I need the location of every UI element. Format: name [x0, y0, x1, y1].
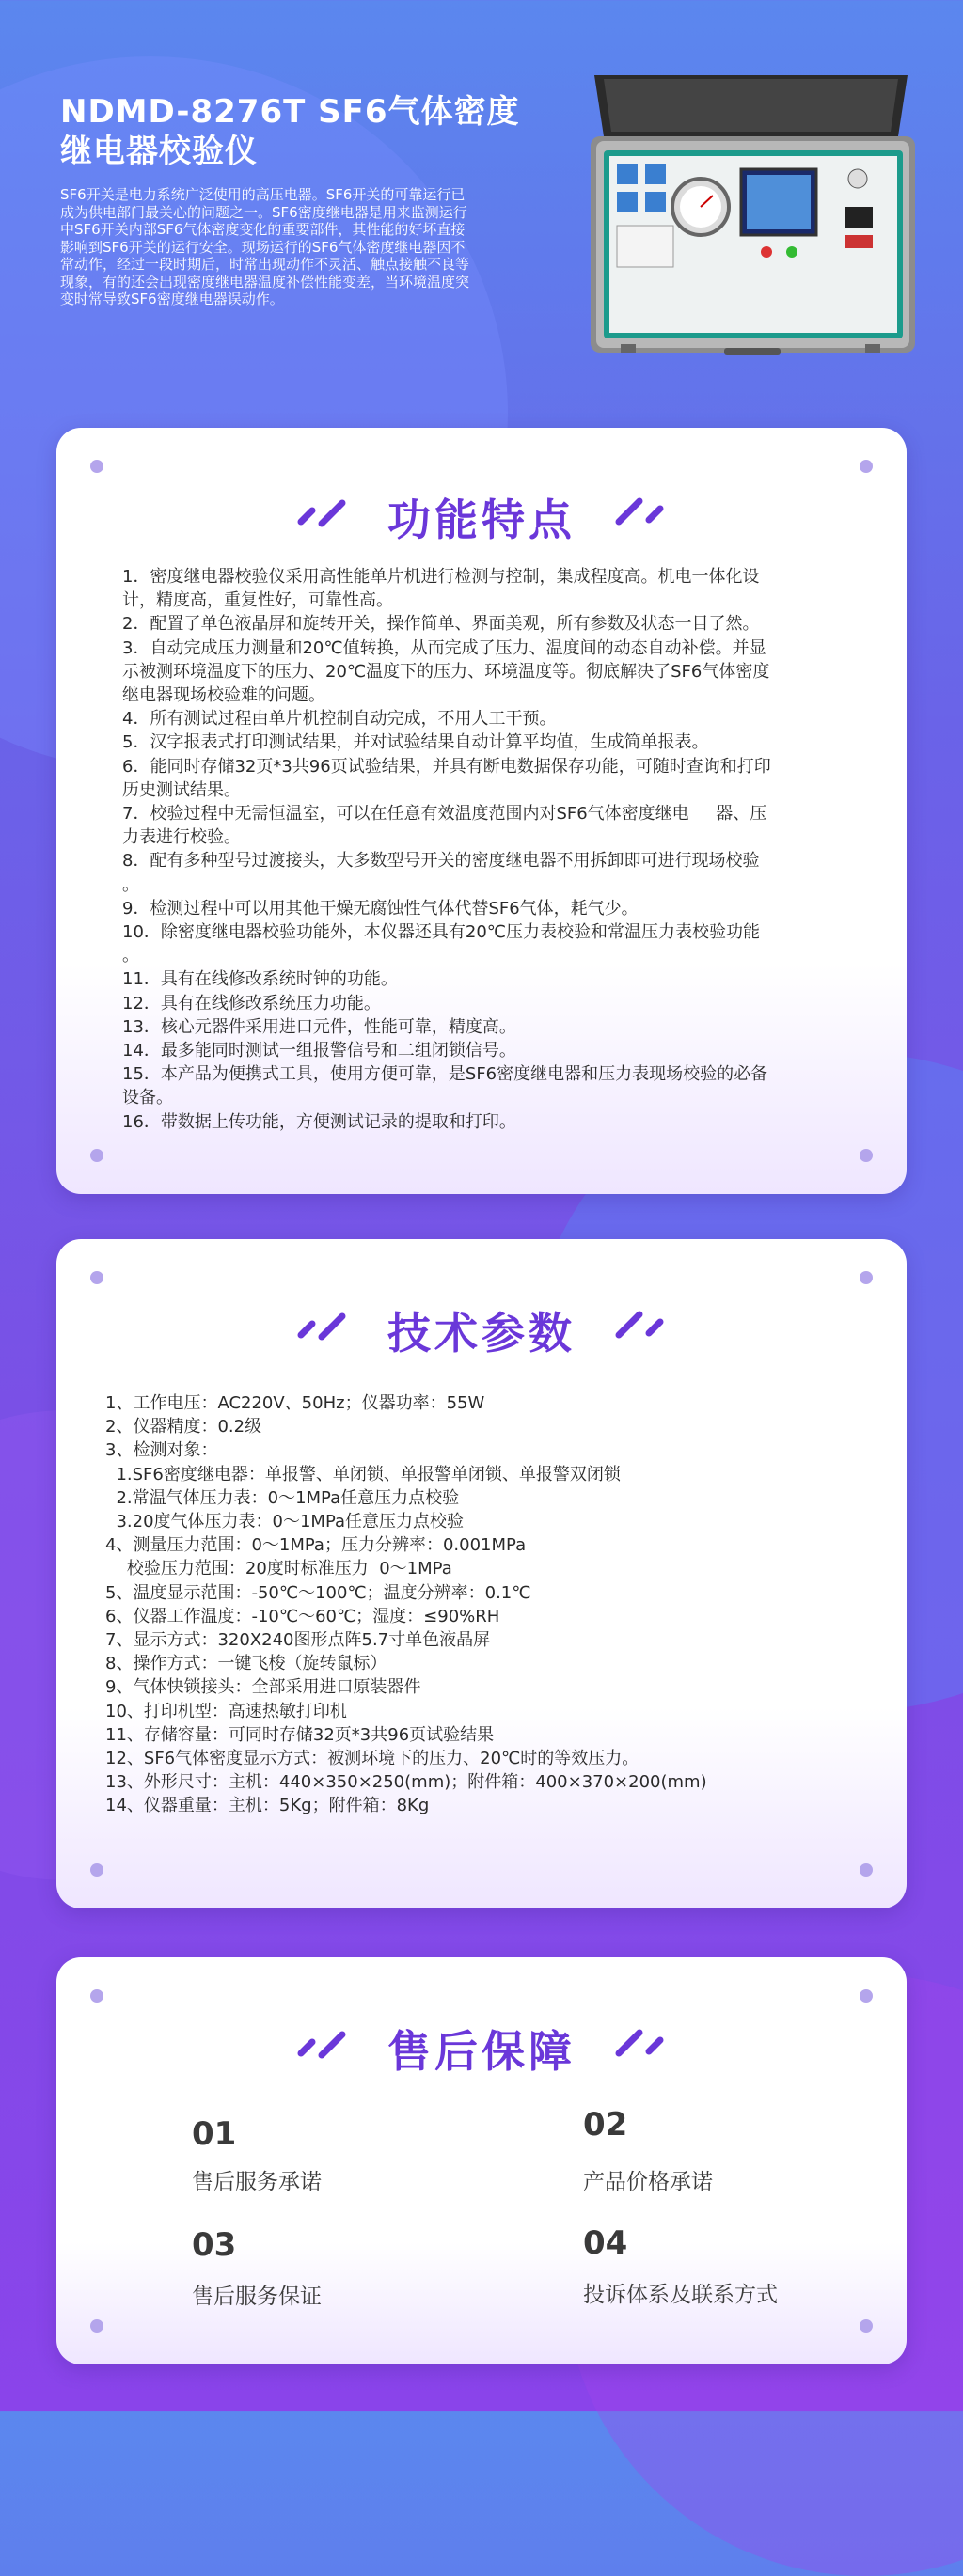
corner-dot — [860, 1149, 873, 1162]
feature-line: 6．能同时存储32页*3共96页试验结果，并具有断电数据保存功能，可随时查询和打印 — [122, 756, 771, 777]
param-line: 4、测量压力范围：0～1MPa；压力分辨率：0.001MPa — [105, 1535, 527, 1556]
product-title-line2: 继电器校验仪 — [60, 133, 258, 170]
param-line: 2.常温气体压力表：0～1MPa任意压力点校验 — [105, 1487, 460, 1508]
slash-decoration-icon — [611, 1307, 677, 1344]
param-line: 8、操作方式：一键飞梭（旋转鼠标） — [105, 1654, 387, 1674]
product-title — [60, 92, 549, 171]
feature-line: 设备。 — [122, 1088, 173, 1108]
param-line: 1.SF6密度继电器：单报警、单闭锁、单报警单闭锁、单报警双闭锁 — [105, 1464, 621, 1484]
feature-line: 8．配有多种型号过渡接头，大多数型号开关的密度继电器不用拆卸即可进行现场校验 — [122, 851, 760, 872]
feature-line: 9．检测过程中可以用其他干燥无腐蚀性气体代替SF6气体，耗气少。 — [122, 898, 639, 919]
feature-line: 2．配置了单色液晶屏和旋转开关，操作简单、界面美观，所有参数及状态一目了然。 — [122, 614, 760, 635]
param-line: 5、温度显示范围：-50℃～100℃；温度分辨率：0.1℃ — [105, 1582, 531, 1603]
param-line: 9、气体快锁接头：全部采用进口原装器件 — [105, 1677, 421, 1698]
product-description — [60, 186, 549, 308]
feature-line: 14．最多能同时测试一组报警信号和二组闭锁信号。 — [122, 1041, 516, 1061]
corner-dot — [90, 1149, 103, 1162]
feature-line: 3．自动完成压力测量和20℃值转换，从而完成了压力、温度间的动态自动补偿。并显 — [122, 637, 766, 658]
feature-line: 7．校验过程中无需恒温室，可以在任意有效温度范围内对SF6气体密度继电 器、压 — [122, 804, 767, 825]
params-card — [56, 1239, 907, 1908]
slash-decoration-icon — [611, 494, 677, 531]
corner-dot — [90, 1863, 103, 1877]
feature-line: 历史测试结果。 — [122, 779, 241, 800]
feature-line: 。 — [122, 874, 139, 895]
service-item-label: 产品价格承诺 — [583, 2170, 713, 2194]
corner-dot — [90, 1989, 103, 2003]
device-image — [583, 66, 922, 376]
param-line: 3、检测对象： — [105, 1440, 218, 1461]
service-item-number: 01 — [192, 2115, 237, 2153]
feature-line: 10．除密度继电器校验功能外，本仪器还具有20℃压力表校验和常温压力表校验功能 — [122, 922, 761, 943]
feature-line: 。 — [122, 946, 139, 966]
service-item-label: 投诉体系及联系方式 — [583, 2283, 778, 2307]
param-line: 7、显示方式：320X240图形点阵5.7寸单色液晶屏 — [105, 1630, 491, 1651]
param-line: 12、SF6气体密度显示方式：被测环境下的压力、20℃时的等效压力。 — [105, 1749, 639, 1769]
param-line: 13、外形尺寸：主机：440×350×250(mm)；附件箱：400×370×200(mm) — [105, 1772, 707, 1793]
description-line: 成为供电部门最关心的问题之一。SF6密度继电器是用来监测运行 — [60, 203, 467, 221]
corner-dot — [90, 460, 103, 473]
param-line: 1、工作电压：AC220V、50Hz；仪器功率：55W — [105, 1393, 485, 1413]
corner-dot — [90, 1271, 103, 1284]
feature-line: 12．具有在线修改系统压力功能。 — [122, 993, 381, 1013]
param-line: 校验压力范围：20度时标准压力 0～1MPa — [105, 1559, 452, 1579]
service-item-number: 02 — [583, 2106, 628, 2144]
description-line: SF6开关是电力系统广泛使用的高压电器。SF6开关的可靠运行已 — [60, 186, 466, 203]
feature-line: 继电器现场校验难的问题。 — [122, 685, 325, 706]
description-line: 中SF6开关内部SF6气体密度变化的重要部件，其性能的好坏直接 — [60, 221, 466, 238]
features-list — [122, 565, 856, 1134]
corner-dot — [860, 460, 873, 473]
service-item-number: 03 — [192, 2226, 237, 2264]
corner-dot — [860, 1989, 873, 2003]
corner-dot — [90, 2319, 103, 2333]
feature-line: 示被测环境温度下的压力、20℃温度下的压力、环境温度等。彻底解决了SF6气体密度 — [122, 661, 770, 682]
params-title: 技术参数 — [387, 1308, 576, 1359]
service-title: 售后保障 — [387, 2026, 576, 2077]
corner-dot — [860, 2319, 873, 2333]
feature-line: 11．具有在线修改系统时钟的功能。 — [122, 969, 398, 990]
param-line: 10、打印机型：高速热敏打印机 — [105, 1701, 347, 1721]
param-line: 3.20度气体压力表：0～1MPa任意压力点校验 — [105, 1512, 465, 1532]
feature-line: 力表进行校验。 — [122, 827, 241, 848]
description-line: 影响到SF6开关的运行安全。现场运行的SF6气体密度继电器因不 — [60, 238, 466, 256]
param-line: 6、仪器工作温度：-10℃～60℃；湿度：≤90%RH — [105, 1606, 500, 1626]
features-card — [56, 428, 907, 1194]
description-line: 现象，有的还会出现密度继电器温度补偿性能变差，当环境温度突 — [60, 273, 470, 291]
params-list — [105, 1391, 858, 1818]
feature-line: 4．所有测试过程由单片机控制自动完成，不用人工干预。 — [122, 709, 557, 730]
param-line: 14、仪器重量：主机：5Kg；附件箱：8Kg — [105, 1796, 430, 1816]
product-title-line1: NDMD-8276T SF6气体密度 — [60, 93, 520, 131]
feature-line: 5．汉字报表式打印测试结果，并对试验结果自动计算平均值，生成简单报表。 — [122, 732, 709, 753]
service-item-label: 售后服务承诺 — [192, 2170, 322, 2194]
description-line: 变时常导致SF6密度继电器误动作。 — [60, 291, 284, 307]
service-card — [56, 1957, 907, 2364]
feature-line: 15．本产品为便携式工具，使用方便可靠，是SF6密度继电器和压力表现场校验的必备 — [122, 1064, 768, 1085]
features-title: 功能特点 — [387, 495, 576, 545]
service-item-number: 04 — [583, 2224, 628, 2262]
corner-dot — [860, 1271, 873, 1284]
param-line: 11、存储容量：可同时存储32页*3共96页试验结果 — [105, 1724, 495, 1745]
service-item-label: 售后服务保证 — [192, 2285, 322, 2309]
feature-line: 16．带数据上传功能，方便测试记录的提取和打印。 — [122, 1111, 516, 1132]
slash-decoration-icon — [611, 2025, 677, 2063]
feature-line: 1．密度继电器校验仪采用高性能单片机进行检测与控制，集成程度高。机电一体化设 — [122, 567, 760, 587]
feature-line: 13．核心元器件采用进口元件，性能可靠，精度高。 — [122, 1016, 516, 1037]
feature-line: 计，精度高，重复性好，可靠性高。 — [122, 590, 393, 611]
param-line: 2、仪器精度：0.2级 — [105, 1417, 262, 1437]
corner-dot — [860, 1863, 873, 1877]
description-line: 常动作，经过一段时期后，时常出现动作不灵活、触点接触不良等 — [60, 256, 470, 273]
